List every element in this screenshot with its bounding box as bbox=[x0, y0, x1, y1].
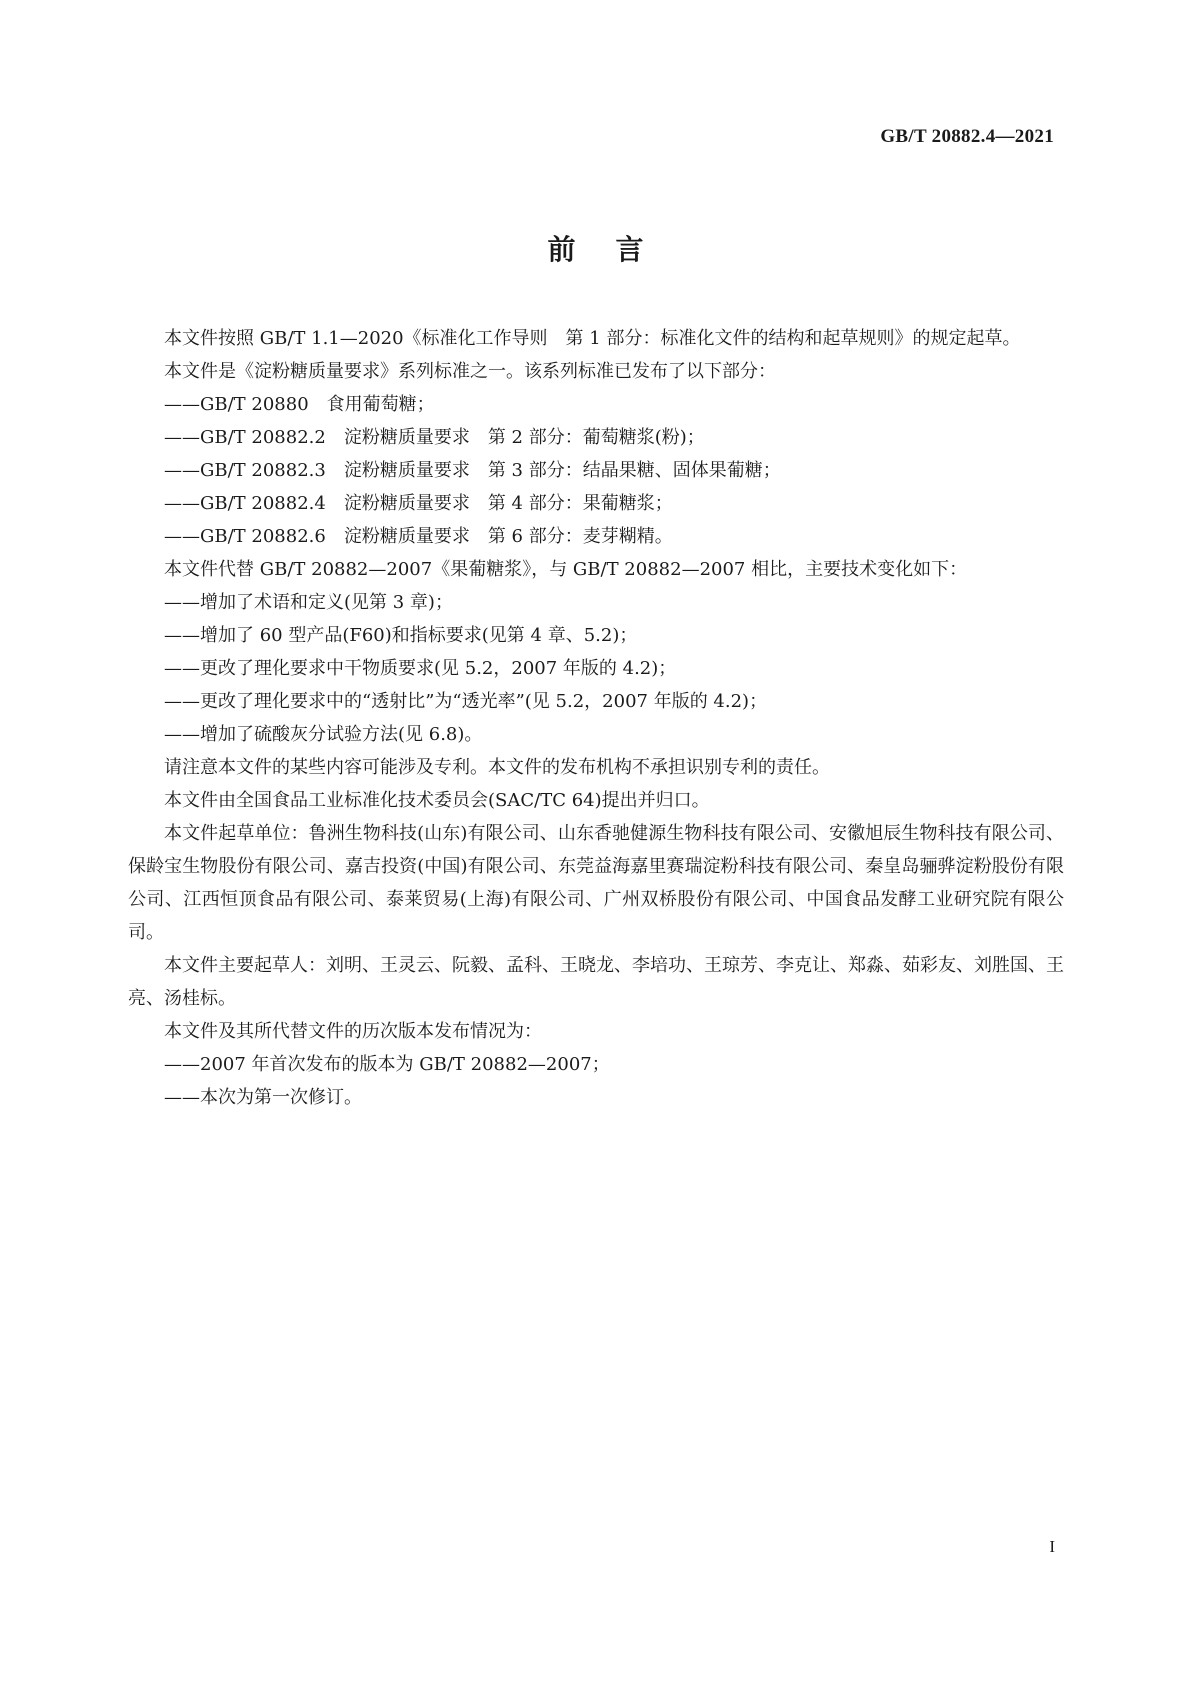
standard-number: GB/T 20882.4—2021 bbox=[880, 126, 1054, 147]
series-part-item: ——GB/T 20882.4 淀粉糖质量要求 第 4 部分：果葡糖浆； bbox=[164, 493, 673, 514]
paragraph-replacement: 本文件代替 GB/T 20882—2007《果葡糖浆》，与 GB/T 20882—2007 相比，主要技术变化如下： bbox=[164, 559, 968, 580]
paragraph-proposer: 本文件由全国食品工业标准化技术委员会(SAC/TC 64)提出并归口。 bbox=[164, 790, 710, 811]
series-part-item: ——GB/T 20882.3 淀粉糖质量要求 第 3 部分：结晶果糖、固体果葡糖； bbox=[164, 460, 781, 481]
change-item: ——增加了术语和定义(见第 3 章)； bbox=[164, 592, 453, 613]
paragraph-drafting-rules: 本文件按照 GB/T 1.1—2020《标准化工作导则 第 1 部分：标准化文件的结构和起草规则》的规定起草。 bbox=[164, 328, 1021, 349]
history-item: ——本次为第一次修订。 bbox=[164, 1087, 362, 1108]
page-number: I bbox=[1049, 1537, 1055, 1556]
page-title: 前言 bbox=[547, 233, 684, 266]
change-item: ——更改了理化要求中干物质要求(见 5.2，2007 年版的 4.2)； bbox=[164, 658, 677, 679]
history-item: ——2007 年首次发布的版本为 GB/T 20882—2007； bbox=[164, 1054, 610, 1075]
change-item: ——增加了 60 型产品(F60)和指标要求(见第 4 章、5.2)； bbox=[164, 625, 638, 646]
paragraph-drafting-units: 本文件起草单位：鲁洲生物科技(山东)有限公司、山东香驰健源生物科技有限公司、安徽旭辰生物科技有限公司、保龄宝生物股份有限公司、嘉吉投资(中国)有限公司、东莞益海嘉里赛瑞淀粉科技有限公司、秦皇岛骊骅淀粉股份有限公司、江西恒顶食品有限公司、泰莱贸易(上海)有限公司、广州双桥股份有限公司、中国食品发酵工业研究院有限公司。 bbox=[128, 823, 1064, 943]
change-item: ——增加了硫酸灰分试验方法(见 6.8)。 bbox=[164, 724, 483, 745]
change-item: ——更改了理化要求中的“透射比”为“透光率”(见 5.2，2007 年版的 4.2)； bbox=[164, 691, 768, 712]
paragraph-drafters: 本文件主要起草人：刘明、王灵云、阮毅、孟科、王晓龙、李培功、王琼芳、李克让、郑淼、茹彩友、刘胜国、王亮、汤桂标。 bbox=[128, 955, 1064, 1009]
series-part-item: ——GB/T 20880 食用葡萄糖； bbox=[164, 394, 435, 415]
series-part-item: ——GB/T 20882.2 淀粉糖质量要求 第 2 部分：葡萄糖浆(粉)； bbox=[164, 427, 705, 448]
paragraph-patent-notice: 请注意本文件的某些内容可能涉及专利。本文件的发布机构不承担识别专利的责任。 bbox=[164, 757, 830, 778]
series-part-item: ——GB/T 20882.6 淀粉糖质量要求 第 6 部分：麦芽糊精。 bbox=[164, 526, 673, 547]
document-body bbox=[128, 322, 1064, 1114]
paragraph-history-intro: 本文件及其所代替文件的历次版本发布情况为： bbox=[164, 1021, 542, 1042]
paragraph-series-intro: 本文件是《淀粉糖质量要求》系列标准之一。该系列标准已发布了以下部分： bbox=[164, 361, 776, 382]
